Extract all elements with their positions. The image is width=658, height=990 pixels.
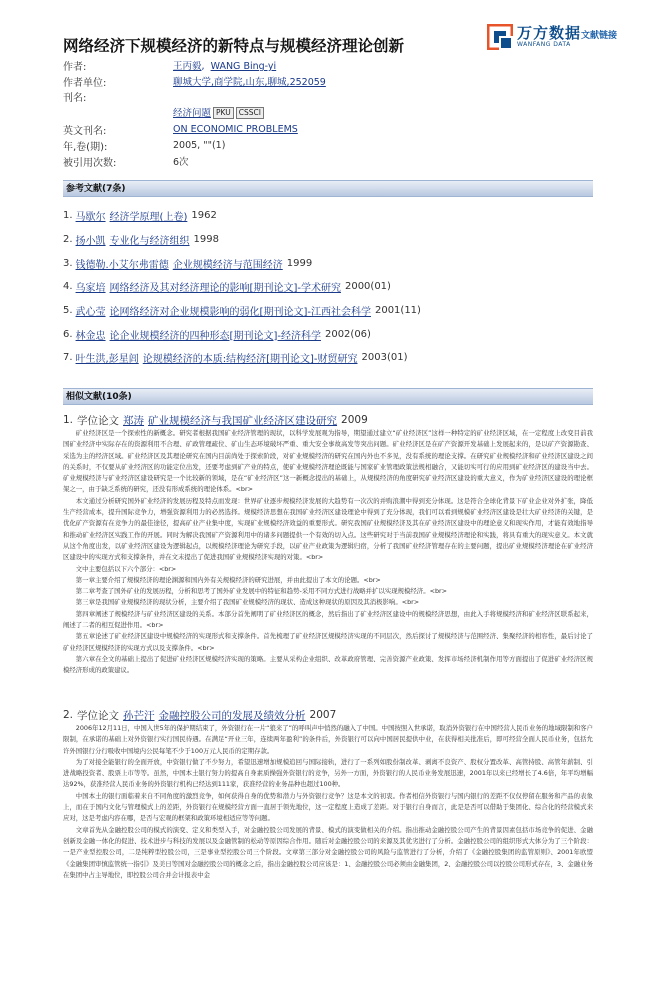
reference-item <box>63 251 583 275</box>
wanfang-logo[interactable] <box>487 20 627 54</box>
affiliation-row <box>63 73 603 89</box>
cited-value: 6次 <box>173 157 189 168</box>
reference-link[interactable]: 马歇尔 <box>75 212 106 224</box>
reference-link[interactable]: 经济学原理(上卷) <box>109 212 188 224</box>
reference-item <box>63 346 583 370</box>
abstract-paragraph: 为了对接全能银行的全面开放，中资银行做了不少努力，希望迅速增加规模追回与国际接轨，进行了一系列如股份制改革、剥离不良资产、股权分置改革、高管持股、高管年薪制、引进战略投资者、股票上市等等。虽然，中国本土银行努力的提高自身素质操强外资银行的竞争，另外一方面，外资银行的人民币业务发展迅速，2001年以来已经增长了4.6倍，年平均增幅达92%，获准经营人民币业务的外资银行机构已经达到111家，获准经营的业务品种也超过100种。 <box>63 757 593 789</box>
affiliation-link[interactable]: 聊城大学,商学院,山东,聊城,252059 <box>173 77 326 88</box>
affiliation-label: 作者单位: <box>63 77 107 89</box>
reference-item <box>63 204 583 228</box>
abstract-paragraph: 文中主要包括以下六个部分：<br> <box>75 564 177 573</box>
year-row <box>63 137 603 153</box>
authors-row: 作者: 王丙毅, WANG Bing-yi <box>63 57 603 73</box>
abstract-paragraph: 第一章主要介绍了规模经济的理论渊源和国内外有关规模经济的研究进展，并由此提出了本文的论题。<br> <box>75 575 381 584</box>
en-journal-row <box>63 121 603 137</box>
similar-item-title-link[interactable]: 金融控股公司的发展及绩效分析 <box>158 709 306 722</box>
en-journal-link[interactable]: ON ECONOMIC PROBLEMS <box>173 123 298 135</box>
cited-label: 被引用次数: <box>63 157 117 169</box>
journal-label: 刊名: <box>63 93 87 104</box>
similar-item-title-link[interactable]: 矿业规模经济与我国矿业经济区建设研究 <box>148 414 338 427</box>
logo-tag-link[interactable]: 文献链接 <box>581 31 618 41</box>
reference-link[interactable]: 论网络经济对企业规模影响的弱化[期刊论文]-江西社会科学 <box>109 307 371 319</box>
en-journal-label: 英文刊名: <box>63 125 107 137</box>
similar-item-title-row <box>63 413 593 427</box>
reference-number: 1. <box>63 210 73 222</box>
reference-item <box>63 322 583 346</box>
cssci-badge: CSSCI <box>236 107 264 119</box>
reference-year: 2003(01) <box>361 352 408 364</box>
article-metadata <box>63 57 603 169</box>
abstract-paragraph: 2006年12月11日，中国入世5年的保护期结束了，外资银行在一片“狼来了”的呼叫声中悄然的融入了中国。中国按照入世承诺，取消外资银行在中国经营人民币业务的地域限制和客户限制，在承诺的基础上对外资银行实行国民待遇。在满足“开业三年，连续两年盈利”的条件后，外资银行可以向中国居民提供中业，在获得相关批准后，即可经营全面人民币业务，包括允许外国银行分行吸收中国境内公民每笔不少于100万元人民币的定期存款。 <box>63 724 593 755</box>
year-value: 2005, ""(1) <box>173 139 226 151</box>
similar-item-abstract <box>63 428 593 677</box>
reference-number: 2. <box>63 234 73 246</box>
author-link[interactable]: 王丙毅 <box>173 61 202 72</box>
reference-link[interactable]: 林金忠 <box>75 330 106 342</box>
abstract-paragraph: 本文通过分析研究国外矿业经济的发展历程及特点而发现：世界矿业逐步规模经济发展的大趋势有一次次的并购浪潮中得到充分体现。这是符合全球化背景下矿业企业对外扩张，降低生产经营成本，提升国际竞争力，增强资源利用力的必然选择。规模经济思想在我国矿业经济区建设理论中得到了充分体现，我们可以看到规模矿业经济区建设是壮大矿业经济的关键，是优化矿产资源有在竞争力的最佳途径，提高矿业产业集中度，实现矿业规模经济效益的重要形式。研究我国矿业规模经济及其在矿业经济区建设中的理论意义和现实作用，才能有效地指导和推动矿业经济区实践工作的开展。同时为解决我国矿产资源利用中的诸多问题提供一个有效的切入点。这些研究对于当前我国矿业规模经济理论和实践，将具有重大的现实意义。本文就从这个角度出发，以矿业经济区建设为逻辑起点，以规模经济理论为研究手段，以矿业产业政策为逻辑归宿，分析了我国矿业经济管理存在的主要问题，提出矿业规模经济理论在矿业经济区建设中的实现方式和支撑条件，并在文末提出了促进我国矿业规模经济实现的对策。<br> <box>63 496 593 562</box>
author-en-link[interactable]: WANG Bing-yi <box>210 61 277 72</box>
similar-item-number: 2. <box>63 709 74 721</box>
similar-item-author-link[interactable]: 郑涛 <box>123 414 145 427</box>
similar-item-number: 1. <box>63 414 74 426</box>
abstract-paragraph: 文章首先从金融控股公司的模式的演变、定义和类型入手，对金融控股公司发展的背景、模式的演变做相关的介绍。指出推动金融控股公司产生的背景因素包括市场竞争的促进、金融创新及金融一体化的促进、技术进步与科技的发展以及金融管制的松动等原因综合作用。随后对金融控股公司的来源及其优劣进行了分析。金融控股公司的组织形式大体分为了三个阶段：一是产业型控股公司，二是纯粹型控股公司，三是事业型控股公司三个阶段。文章第三部分对金融控股公司的风险与监管进行了分析，介绍了《金融控股集团的监管原则》、2001年欧盟《金融集团审慎监管统一指引》及美日等国对金融控股公司的概念之后，指出金融控股公司应该是：1、金融控股公司必须由金融集团，2、金融控股公司以控股公司形式存在，3、金融业务在集团中占主导地位，即控股公司合并会计报表中金 <box>63 825 593 879</box>
similar-item-abstract <box>63 723 593 881</box>
similar-item-year: 2007 <box>309 709 337 721</box>
abstract-paragraph: 中国本土的银行面临着来自不同角度的激烈竞争，如何获得自身的优势和潜力与外资银行竞争？这是本文的初衷。作者相信外资银行与国内银行的差距不仅仅停留在服务和产品的表象上，而在于国内文化与管理模式上的差距，外资银行在规模经营方面一直居于领先地位，这一定程度上造成了差距。对于银行自身而言，此是是否可以借助于集团化、综合化的经营模式来应对，这是考虑内容在哪，是否与宏观的框架和政策环境相适应等等问题。 <box>63 791 593 823</box>
similar-item-1 <box>63 413 593 677</box>
abstract-paragraph: 第三章是我国矿业规模经济的现状分析，主要介绍了我国矿业规模经济的现状、造成这种现状的原因及其消极影响。<br> <box>75 598 420 607</box>
reference-number: 5. <box>63 305 73 317</box>
similar-item-type: 学位论文 <box>77 709 120 722</box>
abstract-paragraph: 第二章考查了国外矿业的发展历程，分析和思考了国外矿业发展中的特征和趋势-采用不同方式进行战略并扩以实现规模经济。<br> <box>75 587 447 596</box>
similar-item-author-link[interactable]: 孙芒汗 <box>123 709 155 722</box>
reference-year: 2001(11) <box>374 305 421 317</box>
reference-link[interactable]: 扬小凯 <box>75 236 106 248</box>
journal-link[interactable]: 经济问题 <box>173 107 212 119</box>
journal-row <box>63 103 603 121</box>
reference-year: 1998 <box>193 234 219 246</box>
reference-link[interactable]: 武心莹 <box>75 307 106 319</box>
abstract-paragraph: 第六章在全文的基础上提出了促进矿业经济区规模经济实现的策略。主要从采构企业组织、改革政府管理、完善资源产业政策、发挥市场经济机制作用等方面提出了促进矿业经济区规模经济形成的政策建议。 <box>63 654 593 675</box>
journal-label-row <box>63 89 603 103</box>
reference-link[interactable]: 乌家培 <box>75 283 106 295</box>
reference-year: 1962 <box>191 210 217 222</box>
reference-link[interactable]: 论规模经济的本质:结构经济[期刊论文]-财贸研究 <box>142 354 358 366</box>
reference-number: 6. <box>63 328 73 340</box>
reference-number: 4. <box>63 281 73 293</box>
authors-label: 作者: <box>63 61 87 73</box>
reference-number: 3. <box>63 257 73 269</box>
reference-item <box>63 275 583 299</box>
cited-row <box>63 153 603 169</box>
logo-sub-text: WANFANG DATA <box>517 41 571 48</box>
year-label: 年,卷(期): <box>63 141 108 153</box>
reference-year: 1999 <box>286 257 313 269</box>
reference-item <box>63 299 583 323</box>
abstract-paragraph: 矿业经济区是一个探索性的新概念。研究者根据我国矿业经济管理的现状，以科学发展观为指导，期望通过建立“矿业经济区”这样一种特定的矿业经济区域，在一定程度上改变目前我国矿业经济中实际存在的资源利用不合理、矿政管理疏位、矿山生态环境破坏严重、重大安全事故高发等突出问题。矿业经济区是在矿产资源开发基础上发展起来的，是以矿产资源勘查、采选为主的经济区域。矿业经济区及其理论研究在国内目前尚处于探索阶段，对矿业规模经济的研究在国内外也不多见，没有系统的理论支撑。在研究矿业规模经济和矿业经济区建设之间的关系时，不仅要从矿业经济区的功能定位出发，还要考虑到矿产业的特点，使矿业规模经济理论既能与国家矿业管理政策法规相融合，又能切实可行的应用到矿业经济区的建设当中去。矿业规模经济与矿业经济区建设研究是一个比较新的领域，是在“矿业经济区”这一新概念提出的基础上，从规模经济的角度研究矿业经济区建设的重大意义，作为矿业经济区建设的理论框架之一，由于缺乏系统的研究，还没有形成系统的理论体系。<br> <box>63 429 593 494</box>
similar-heading: 相似文献(10条) <box>63 388 593 405</box>
reference-link[interactable]: 叶生洪,彭星闾 <box>75 354 139 366</box>
similar-item-title-row <box>63 708 593 722</box>
reference-year: 2000(01) <box>344 281 391 293</box>
reference-link[interactable]: 专业化与经济组织 <box>109 236 190 248</box>
wanfang-logo-icon <box>487 24 513 50</box>
abstract-paragraph: 第五章论述了矿业经济区建设中规模经济的实现形式和支撑条件。首先梳理了矿业经济区规模经济实现的不同层次，然后探讨了规模经济与范围经济、集聚经济的相容性，最后讨论了矿业经济区规模经济的实现方式以及支撑条件。<br> <box>63 632 593 652</box>
reference-number: 7. <box>63 352 73 364</box>
reference-year: 2002(06) <box>324 328 371 340</box>
logo-main-text: 万方数据 <box>517 24 582 42</box>
reference-link[interactable]: 论企业规模经济的四种形态[期刊论文]-经济科学 <box>109 330 321 342</box>
reference-link[interactable]: 企业规模经济与范围经济 <box>172 259 283 271</box>
references-heading: 参考文献(7条) <box>63 180 593 197</box>
abstract-paragraph: 第四章阐述了规模经济与矿业经济区建设的关系。本部分首先阐明了矿业经济区的概念，然后指出了矿业经济区建设中的规模经济思想，由此入手将规模经济和矿业经济区联系起来，阐述了二者的相互促进作用。<br> <box>63 609 593 630</box>
similar-item-type: 学位论文 <box>77 414 120 427</box>
pku-badge: PKU <box>213 107 234 119</box>
reference-list <box>63 204 583 370</box>
reference-link[interactable]: 网络经济及其对经济理论的影响[期刊论文]-学术研究 <box>109 283 341 295</box>
reference-item <box>63 228 583 252</box>
similar-item-2 <box>63 708 593 881</box>
similar-item-year: 2009 <box>341 414 368 426</box>
document-title: 网络经济下规模经济的新特点与规模经济理论创新 <box>63 37 405 55</box>
reference-link[interactable]: 钱德勒.小艾尔弗雷德 <box>75 259 169 271</box>
